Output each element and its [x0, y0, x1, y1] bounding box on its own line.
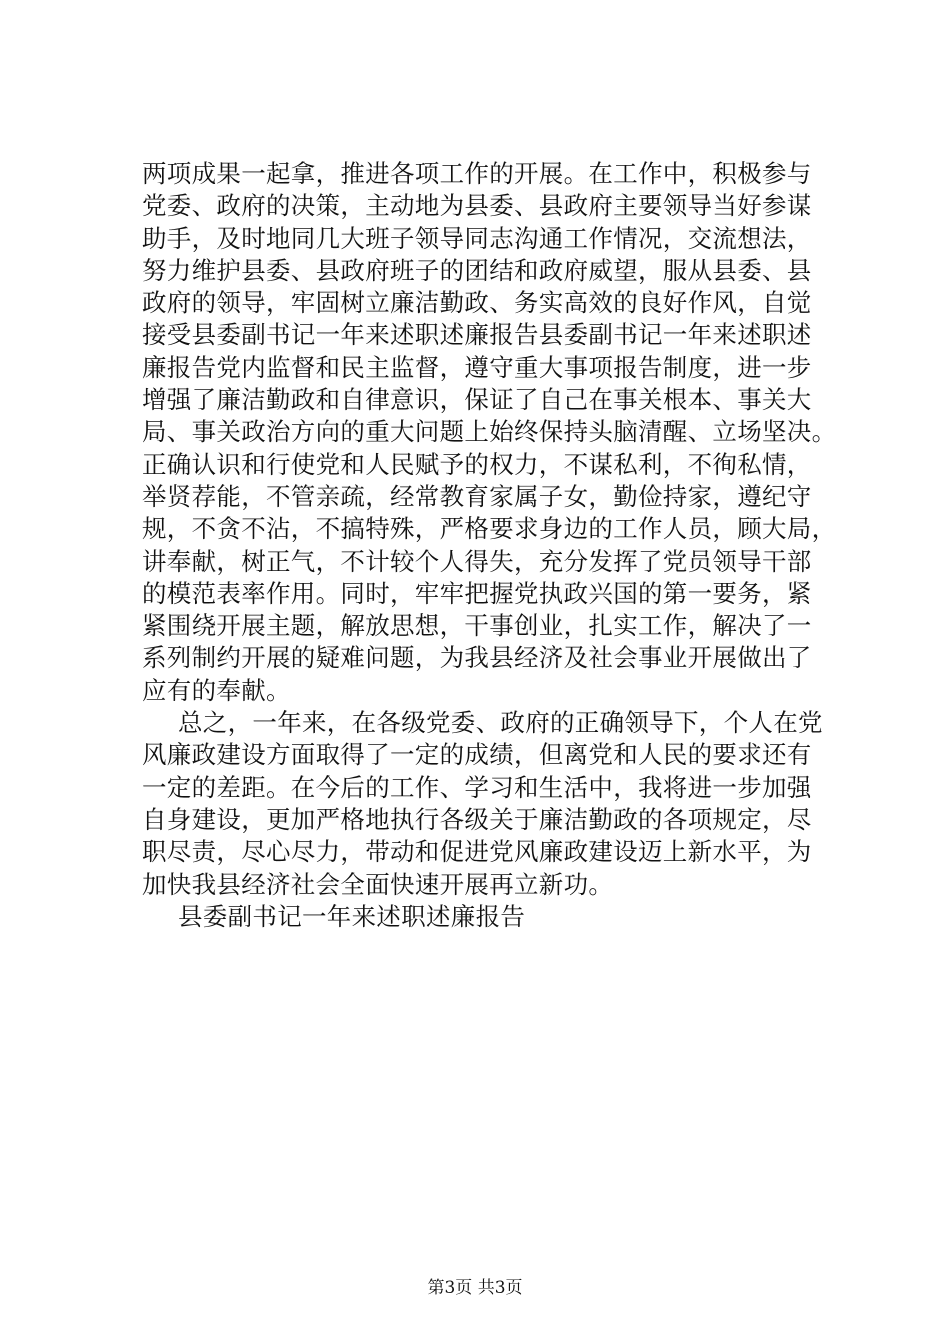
- body-line: 紧围绕开展主题，解放思想，干事创业，扎实工作，解决了一: [142, 611, 812, 641]
- body-line: 风廉政建设方面取得了一定的成绩，但离党和人民的要求还有: [142, 740, 812, 770]
- body-line: 加快我县经济社会全面快速开展再立新功。: [142, 869, 614, 899]
- body-line: 举贤荐能，不管亲疏，经常教育家属子女，勤俭持家，遵纪守: [142, 481, 812, 511]
- body-line: 系列制约开展的疑难问题，为我县经济及社会事业开展做出了: [142, 643, 812, 673]
- body-line: 廉报告党内监督和民主监督，遵守重大事项报告制度，进一步: [142, 352, 812, 382]
- body-line: 政府的领导，牢固树立廉洁勤政、务实高效的良好作风，自觉: [142, 288, 812, 318]
- body-line: 一定的差距。在今后的工作、学习和生活中，我将进一步加强: [142, 772, 812, 802]
- body-line: 局、事关政治方向的重大问题上始终保持头脑清醒、立场坚决。: [142, 417, 837, 447]
- document-title-line: 县委副书记一年来述职述廉报告: [178, 901, 526, 931]
- body-line: 正确认识和行使党和人民赋予的权力，不谋私利，不徇私情，: [142, 449, 812, 479]
- body-line: 接受县委副书记一年来述职述廉报告县委副书记一年来述职述: [142, 320, 812, 350]
- body-line: 规，不贪不沾，不搞特殊，严格要求身边的工作人员，顾大局，: [142, 514, 837, 544]
- body-line: 应有的奉献。: [142, 675, 291, 705]
- body-line: 职尽责，尽心尽力，带动和促进党风廉政建设迈上新水平，为: [142, 837, 812, 867]
- document-body: [142, 158, 842, 933]
- body-line: 总之，一年来，在各级党委、政府的正确领导下，个人在党: [178, 708, 823, 738]
- body-line: 党委、政府的决策，主动地为县委、县政府主要领导当好参谋: [142, 191, 812, 221]
- body-line: 努力维护县委、县政府班子的团结和政府威望，服从县委、县: [142, 255, 812, 285]
- body-line: 两项成果一起拿，推进各项工作的开展。在工作中，积极参与: [142, 159, 812, 188]
- page-footer: [0, 1276, 950, 1300]
- page-number-label: 第3页 共3页: [427, 1278, 523, 1298]
- body-line: 助手，及时地同几大班子领导同志沟通工作情况，交流想法，: [142, 223, 812, 253]
- body-line: 增强了廉洁勤政和自律意识，保证了自己在事关根本、事关大: [142, 385, 812, 415]
- body-line: 讲奉献，树正气，不计较个人得失，充分发挥了党员领导干部: [142, 546, 812, 576]
- body-line: 的模范表率作用。同时，牢牢把握党执政兴国的第一要务，紧: [142, 578, 812, 608]
- body-line: 自身建设，更加严格地执行各级关于廉洁勤政的各项规定，尽: [142, 804, 812, 834]
